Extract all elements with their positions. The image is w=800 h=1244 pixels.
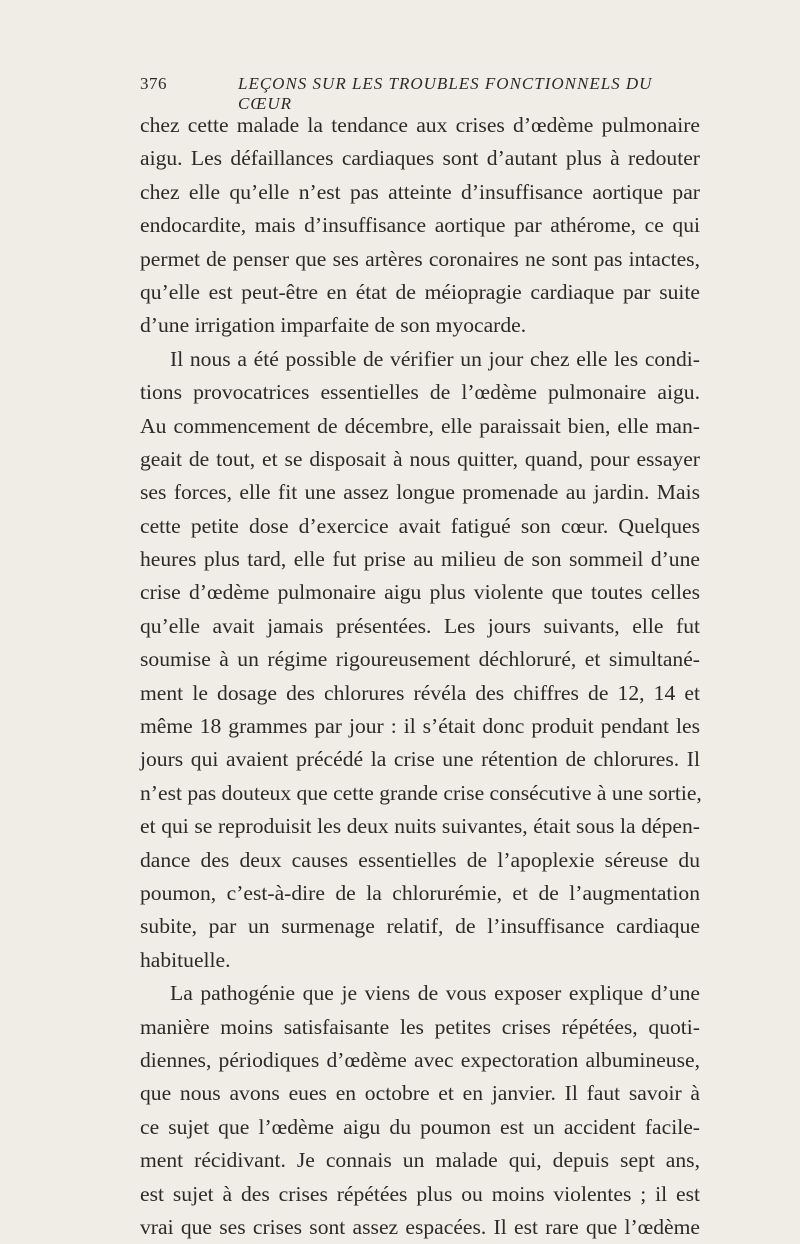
text-line: et qui se reproduisit les deux nuits suivantes, était sous la dépen- — [140, 814, 700, 839]
text-line: ment le dosage des chlorures révéla des chiffres de 12, 14 et — [140, 680, 700, 705]
text-line: qu’elle avait jamais présentées. Les jours suivants, elle fut — [140, 613, 700, 638]
text-line: ce sujet que l’œdème aigu du poumon est un accident facile- — [140, 1114, 700, 1139]
text-line: La pathogénie que je viens de vous exposer explique d’une — [170, 981, 700, 1006]
text-line: vrai que ses crises sont assez espacées. Il est rare que l’œdème — [140, 1214, 700, 1239]
text-line: qu’elle est peut-être en état de méiopragie cardiaque par suite — [140, 279, 700, 304]
text-line: chez elle qu’elle n’est pas atteinte d’insuffisance aortique par — [140, 179, 700, 204]
text-line: que nous avons eues en octobre et en janvier. Il faut savoir à — [140, 1081, 700, 1106]
text-line: diennes, périodiques d’œdème avec expectoration albumineuse, — [140, 1047, 700, 1072]
text-line: manière moins satisfaisante les petites crises répétées, quoti- — [140, 1014, 700, 1039]
text-line: n’est pas douteux que cette grande crise consécutive à une sortie, — [140, 780, 702, 805]
text-line: aigu. Les défaillances cardiaques sont d’autant plus à redouter — [140, 146, 700, 171]
text-line: chez cette malade la tendance aux crises d’œdème pulmonaire — [140, 113, 700, 137]
text-line: ses forces, elle fit une assez longue promenade au jardin. Mais — [140, 480, 700, 505]
text-line: est sujet à des crises répétées plus ou moins violentes ; il est — [140, 1181, 700, 1206]
text-line: subite, par un surmenage relatif, de l’insuffisance cardiaque — [140, 914, 700, 939]
text-line: Il nous a été possible de vérifier un jour chez elle les condi- — [170, 346, 700, 371]
text-line: d’une irrigation imparfaite de son myocarde. — [140, 313, 527, 338]
text-line: ment récidivant. Je connais un malade qui, depuis sept ans, — [140, 1148, 700, 1173]
text-line: permet de penser que ses artères coronaires ne sont pas intactes, — [140, 246, 700, 271]
text-line: geait de tout, et se disposait à nous quitter, quand, pour essayer — [140, 446, 700, 471]
text-line: même 18 grammes par jour : il s’était donc produit pendant les — [140, 714, 700, 739]
text-line: poumon, c’est-à-dire de la chlorurémie, et de l’augmentation — [140, 880, 700, 905]
text-line: Au commencement de décembre, elle paraissait bien, elle man- — [140, 413, 700, 438]
text-line: jours qui avaient précédé la crise une rétention de chlorures. Il — [140, 747, 700, 772]
text-line: habituelle. — [140, 947, 231, 972]
text-line: soumise à un régime rigoureusement déchloruré, et simultané- — [140, 647, 700, 672]
body-text — [140, 109, 700, 1244]
text-line: dance des deux causes essentielles de l’apoplexie séreuse du — [140, 847, 700, 872]
text-line: tions provocatrices essentielles de l’œdème pulmonaire aigu. — [140, 380, 700, 405]
page-number: 376 — [140, 74, 167, 93]
text-line: endocardite, mais d’insuffisance aortique par athérome, ce qui — [140, 213, 700, 238]
running-head — [140, 74, 700, 113]
text-line: heures plus tard, elle fut prise au milieu de son sommeil d’une — [140, 547, 700, 572]
text-line: crise d’œdème pulmonaire aigu plus violente que toutes celles — [140, 580, 700, 605]
running-title: LEÇONS SUR LES TROUBLES FONCTIONNELS DU CŒUR — [238, 74, 653, 113]
text-line: cette petite dose d’exercice avait fatigué son cœur. Quelques — [140, 513, 700, 538]
